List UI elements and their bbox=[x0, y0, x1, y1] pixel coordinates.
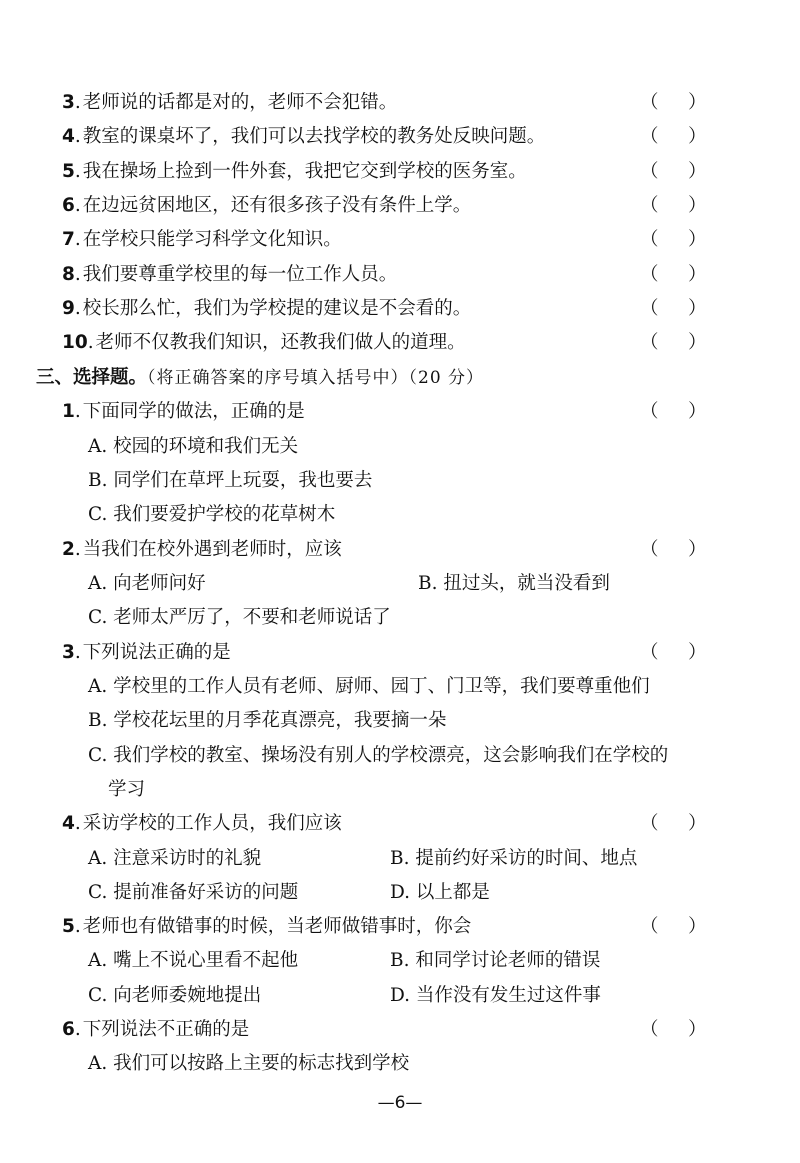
page-number: —6— bbox=[377, 1093, 423, 1113]
option-c: C. 向老师委婉地提出 bbox=[88, 985, 262, 1006]
option-b: B. 提前约好采访的时间、地点 bbox=[390, 848, 638, 869]
option-row bbox=[0, 876, 800, 910]
item-number: 7 bbox=[62, 229, 75, 250]
question-number: 5 bbox=[62, 916, 75, 937]
question-number: 2 bbox=[62, 539, 75, 560]
item-text: 老师不仅教我们知识，还教我们做人的道理。 bbox=[95, 332, 466, 353]
mc-question-3: 3. 下列说法正确的是 （ ） bbox=[62, 642, 707, 663]
item-number: 8 bbox=[62, 264, 75, 285]
option-b: B. 和同学讨论老师的错误 bbox=[390, 950, 601, 971]
option-b: B. 同学们在草坪上玩耍，我也要去 bbox=[88, 470, 373, 491]
option-row bbox=[0, 944, 800, 978]
option-a: A. 注意采访时的礼貌 bbox=[88, 848, 262, 869]
question-stem: 下面同学的做法，正确的是 bbox=[82, 401, 305, 422]
question-number: 1 bbox=[62, 401, 75, 422]
option-a: A. 学校里的工作人员有老师、厨师、园丁、门卫等，我们要尊重他们 bbox=[88, 676, 650, 697]
mc-question-5: 5. 老师也有做错事的时候，当老师做错事时，你会 （ ） bbox=[62, 916, 707, 937]
tf-item-4: 4. 教室的课桌坏了，我们可以去找学校的教务处反映问题。 （ ） bbox=[62, 126, 707, 147]
tf-item-8: 8. 我们要尊重学校里的每一位工作人员。 （ ） bbox=[62, 264, 707, 285]
option-row bbox=[0, 567, 800, 601]
mc-question-4: 4. 采访学校的工作人员，我们应该 （ ） bbox=[62, 813, 707, 834]
section-heading bbox=[0, 361, 800, 395]
item-number: 9 bbox=[62, 298, 75, 319]
tf-item-6: 6. 在边远贫困地区，还有很多孩子没有条件上学。 （ ） bbox=[62, 195, 707, 216]
option-c: C. 我们要爱护学校的花草树木 bbox=[88, 504, 336, 525]
mc-question-6: 6. 下列说法不正确的是 （ ） bbox=[62, 1019, 707, 1040]
item-number: 10 bbox=[62, 332, 88, 353]
item-number: 6 bbox=[62, 195, 75, 216]
question-stem: 当我们在校外遇到老师时，应该 bbox=[82, 539, 342, 560]
question-number: 6 bbox=[62, 1019, 75, 1040]
mc-question-1: 1. 下面同学的做法，正确的是 （ ） bbox=[62, 401, 707, 422]
option-b: B. 扭过头，就当没看到 bbox=[418, 573, 610, 594]
option-d: D. 以上都是 bbox=[390, 882, 490, 903]
option-c-continuation: 学习 bbox=[108, 779, 146, 800]
item-text: 在边远贫困地区，还有很多孩子没有条件上学。 bbox=[82, 195, 472, 216]
tf-item-10: 10. 老师不仅教我们知识，还教我们做人的道理。 （ ） bbox=[62, 332, 707, 353]
section-instructions: （将正确答案的序号填入括号中）（20 分） bbox=[147, 368, 485, 388]
tf-item-9: 9. 校长那么忙，我们为学校提的建议是不会看的。 （ ） bbox=[62, 298, 707, 319]
item-number: 5 bbox=[62, 161, 75, 182]
item-text: 老师说的话都是对的，老师不会犯错。 bbox=[82, 92, 398, 113]
question-stem: 老师也有做错事的时候，当老师做错事时，你会 bbox=[82, 916, 472, 937]
option-row bbox=[0, 979, 800, 1013]
option-row bbox=[0, 842, 800, 876]
item-number: 3 bbox=[62, 92, 75, 113]
item-text: 校长那么忙，我们为学校提的建议是不会看的。 bbox=[82, 298, 472, 319]
tf-item-5: 5. 我在操场上捡到一件外套，我把它交到学校的医务室。 （ ） bbox=[62, 161, 707, 182]
item-text: 教室的课桌坏了，我们可以去找学校的教务处反映问题。 bbox=[82, 126, 546, 147]
mc-question-2: 2. 当我们在校外遇到老师时，应该 （ ） bbox=[62, 539, 707, 560]
question-stem: 采访学校的工作人员，我们应该 bbox=[82, 813, 342, 834]
option-a: A. 校园的环境和我们无关 bbox=[88, 436, 299, 457]
item-text: 我在操场上捡到一件外套，我把它交到学校的医务室。 bbox=[82, 161, 527, 182]
option-a: A. 嘴上不说心里看不起他 bbox=[88, 950, 299, 971]
option-c: C. 我们学校的教室、操场没有别人的学校漂亮，这会影响我们在学校的 bbox=[88, 745, 669, 766]
question-number: 4 bbox=[62, 813, 75, 834]
option-a: A. 我们可以按路上主要的标志找到学校 bbox=[88, 1053, 410, 1074]
item-number: 4 bbox=[62, 126, 75, 147]
section-title: 三、选择题。 bbox=[36, 367, 148, 388]
option-a: A. 向老师问好 bbox=[88, 573, 206, 594]
option-c: C. 老师太严厉了，不要和老师说话了 bbox=[88, 607, 391, 628]
tf-item-3: 3. 老师说的话都是对的，老师不会犯错。 （ ） bbox=[62, 92, 707, 113]
option-b: B. 学校花坛里的月季花真漂亮，我要摘一朵 bbox=[88, 710, 447, 731]
option-d: D. 当作没有发生过这件事 bbox=[390, 985, 601, 1006]
item-text: 在学校只能学习科学文化知识。 bbox=[82, 229, 342, 250]
option-c: C. 提前准备好采访的问题 bbox=[88, 882, 299, 903]
question-number: 3 bbox=[62, 642, 75, 663]
tf-item-7: 7. 在学校只能学习科学文化知识。 （ ） bbox=[62, 229, 707, 250]
question-stem: 下列说法正确的是 bbox=[82, 642, 231, 663]
question-stem: 下列说法不正确的是 bbox=[82, 1019, 250, 1040]
item-text: 我们要尊重学校里的每一位工作人员。 bbox=[82, 264, 398, 285]
